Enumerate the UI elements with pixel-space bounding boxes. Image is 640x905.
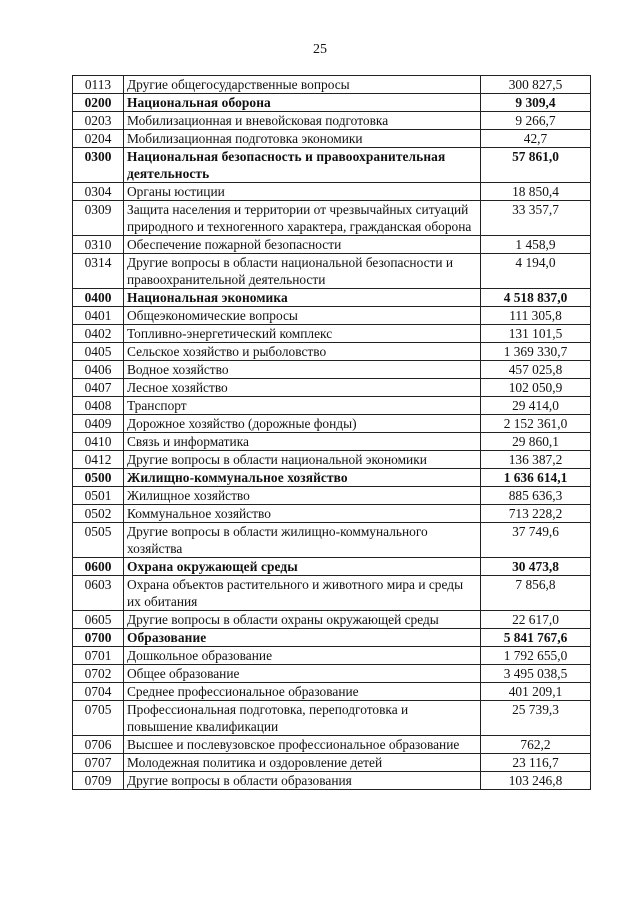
amount-cell: 25 739,3 (481, 701, 591, 736)
amount-cell: 9 309,4 (481, 94, 591, 112)
table-row (73, 772, 591, 790)
code-cell: 0702 (73, 665, 124, 683)
table-row (73, 487, 591, 505)
amount-cell: 1 458,9 (481, 236, 591, 254)
table-row (73, 576, 591, 611)
table-row (73, 754, 591, 772)
code-cell: 0407 (73, 379, 124, 397)
name-cell: Среднее профессиональное образование (124, 683, 481, 701)
code-cell: 0401 (73, 307, 124, 325)
name-cell: Национальная экономика (124, 289, 481, 307)
amount-cell: 103 246,8 (481, 772, 591, 790)
code-cell: 0704 (73, 683, 124, 701)
code-cell: 0408 (73, 397, 124, 415)
code-cell: 0501 (73, 487, 124, 505)
code-cell: 0707 (73, 754, 124, 772)
name-cell: Охрана объектов растительного и животного мира и среды их обитания (124, 576, 481, 611)
code-cell: 0314 (73, 254, 124, 289)
code-cell: 0113 (73, 76, 124, 94)
table-row (73, 76, 591, 94)
table-row (73, 397, 591, 415)
code-cell: 0200 (73, 94, 124, 112)
name-cell: Жилищное хозяйство (124, 487, 481, 505)
table-row (73, 307, 591, 325)
amount-cell: 33 357,7 (481, 201, 591, 236)
code-cell: 0700 (73, 629, 124, 647)
amount-cell: 2 152 361,0 (481, 415, 591, 433)
amount-cell: 29 414,0 (481, 397, 591, 415)
section-row (73, 469, 591, 487)
name-cell: Общее образование (124, 665, 481, 683)
table-row (73, 379, 591, 397)
name-cell: Дошкольное образование (124, 647, 481, 665)
code-cell: 0204 (73, 130, 124, 148)
amount-cell: 4 194,0 (481, 254, 591, 289)
table-row (73, 254, 591, 289)
table-row (73, 415, 591, 433)
table-row (73, 665, 591, 683)
name-cell: Транспорт (124, 397, 481, 415)
name-cell: Коммунальное хозяйство (124, 505, 481, 523)
name-cell: Другие вопросы в области национальной экономики (124, 451, 481, 469)
table-row (73, 523, 591, 558)
name-cell: Сельское хозяйство и рыболовство (124, 343, 481, 361)
code-cell: 0603 (73, 576, 124, 611)
name-cell: Профессиональная подготовка, переподготовка и повышение квалификации (124, 701, 481, 736)
section-row (73, 148, 591, 183)
name-cell: Дорожное хозяйство (дорожные фонды) (124, 415, 481, 433)
section-row (73, 94, 591, 112)
code-cell: 0300 (73, 148, 124, 183)
amount-cell: 713 228,2 (481, 505, 591, 523)
amount-cell: 7 856,8 (481, 576, 591, 611)
table-row (73, 236, 591, 254)
budget-table-body (73, 76, 591, 790)
code-cell: 0705 (73, 701, 124, 736)
table-row (73, 505, 591, 523)
name-cell: Органы юстиции (124, 183, 481, 201)
code-cell: 0406 (73, 361, 124, 379)
amount-cell: 37 749,6 (481, 523, 591, 558)
table-row (73, 130, 591, 148)
amount-cell: 22 617,0 (481, 611, 591, 629)
code-cell: 0400 (73, 289, 124, 307)
name-cell: Другие общегосударственные вопросы (124, 76, 481, 94)
amount-cell: 457 025,8 (481, 361, 591, 379)
name-cell: Мобилизационная и вневойсковая подготовка (124, 112, 481, 130)
table-row (73, 361, 591, 379)
name-cell: Охрана окружающей среды (124, 558, 481, 576)
table-row (73, 611, 591, 629)
name-cell: Топливно-энергетический комплекс (124, 325, 481, 343)
amount-cell: 18 850,4 (481, 183, 591, 201)
name-cell: Общеэкономические вопросы (124, 307, 481, 325)
table-row (73, 201, 591, 236)
amount-cell: 1 369 330,7 (481, 343, 591, 361)
code-cell: 0500 (73, 469, 124, 487)
name-cell: Национальная безопасность и правоохранительная деятельность (124, 148, 481, 183)
code-cell: 0405 (73, 343, 124, 361)
amount-cell: 131 101,5 (481, 325, 591, 343)
name-cell: Другие вопросы в области национальной безопасности и правоохранительной деятельности (124, 254, 481, 289)
name-cell: Обеспечение пожарной безопасности (124, 236, 481, 254)
table-row (73, 647, 591, 665)
amount-cell: 3 495 038,5 (481, 665, 591, 683)
table-row (73, 183, 591, 201)
section-row (73, 629, 591, 647)
code-cell: 0409 (73, 415, 124, 433)
name-cell: Образование (124, 629, 481, 647)
name-cell: Жилищно-коммунальное хозяйство (124, 469, 481, 487)
table-row (73, 683, 591, 701)
amount-cell: 29 860,1 (481, 433, 591, 451)
name-cell: Лесное хозяйство (124, 379, 481, 397)
amount-cell: 136 387,2 (481, 451, 591, 469)
name-cell: Высшее и послевузовское профессиональное образование (124, 736, 481, 754)
section-row (73, 289, 591, 307)
section-row (73, 558, 591, 576)
code-cell: 0203 (73, 112, 124, 130)
amount-cell: 57 861,0 (481, 148, 591, 183)
name-cell: Связь и информатика (124, 433, 481, 451)
code-cell: 0605 (73, 611, 124, 629)
amount-cell: 30 473,8 (481, 558, 591, 576)
amount-cell: 23 116,7 (481, 754, 591, 772)
amount-cell: 401 209,1 (481, 683, 591, 701)
amount-cell: 1 792 655,0 (481, 647, 591, 665)
code-cell: 0706 (73, 736, 124, 754)
table-row (73, 343, 591, 361)
amount-cell: 9 266,7 (481, 112, 591, 130)
amount-cell: 762,2 (481, 736, 591, 754)
page-number: 25 (313, 42, 327, 57)
amount-cell: 885 636,3 (481, 487, 591, 505)
name-cell: Другие вопросы в области охраны окружающей среды (124, 611, 481, 629)
name-cell: Другие вопросы в области жилищно-коммунального хозяйства (124, 523, 481, 558)
name-cell: Водное хозяйство (124, 361, 481, 379)
code-cell: 0701 (73, 647, 124, 665)
code-cell: 0402 (73, 325, 124, 343)
code-cell: 0410 (73, 433, 124, 451)
amount-cell: 111 305,8 (481, 307, 591, 325)
budget-table (72, 75, 591, 790)
code-cell: 0304 (73, 183, 124, 201)
table-row (73, 701, 591, 736)
table-row (73, 736, 591, 754)
name-cell: Молодежная политика и оздоровление детей (124, 754, 481, 772)
code-cell: 0310 (73, 236, 124, 254)
table-row (73, 433, 591, 451)
name-cell: Защита населения и территории от чрезвычайных ситуаций природного и техногенного характера, гражданская оборона (124, 201, 481, 236)
amount-cell: 1 636 614,1 (481, 469, 591, 487)
code-cell: 0600 (73, 558, 124, 576)
amount-cell: 5 841 767,6 (481, 629, 591, 647)
name-cell: Другие вопросы в области образования (124, 772, 481, 790)
code-cell: 0309 (73, 201, 124, 236)
amount-cell: 4 518 837,0 (481, 289, 591, 307)
name-cell: Национальная оборона (124, 94, 481, 112)
code-cell: 0505 (73, 523, 124, 558)
table-row (73, 325, 591, 343)
code-cell: 0709 (73, 772, 124, 790)
amount-cell: 102 050,9 (481, 379, 591, 397)
amount-cell: 42,7 (481, 130, 591, 148)
amount-cell: 300 827,5 (481, 76, 591, 94)
table-row (73, 112, 591, 130)
name-cell: Мобилизационная подготовка экономики (124, 130, 481, 148)
table-row (73, 451, 591, 469)
code-cell: 0412 (73, 451, 124, 469)
code-cell: 0502 (73, 505, 124, 523)
